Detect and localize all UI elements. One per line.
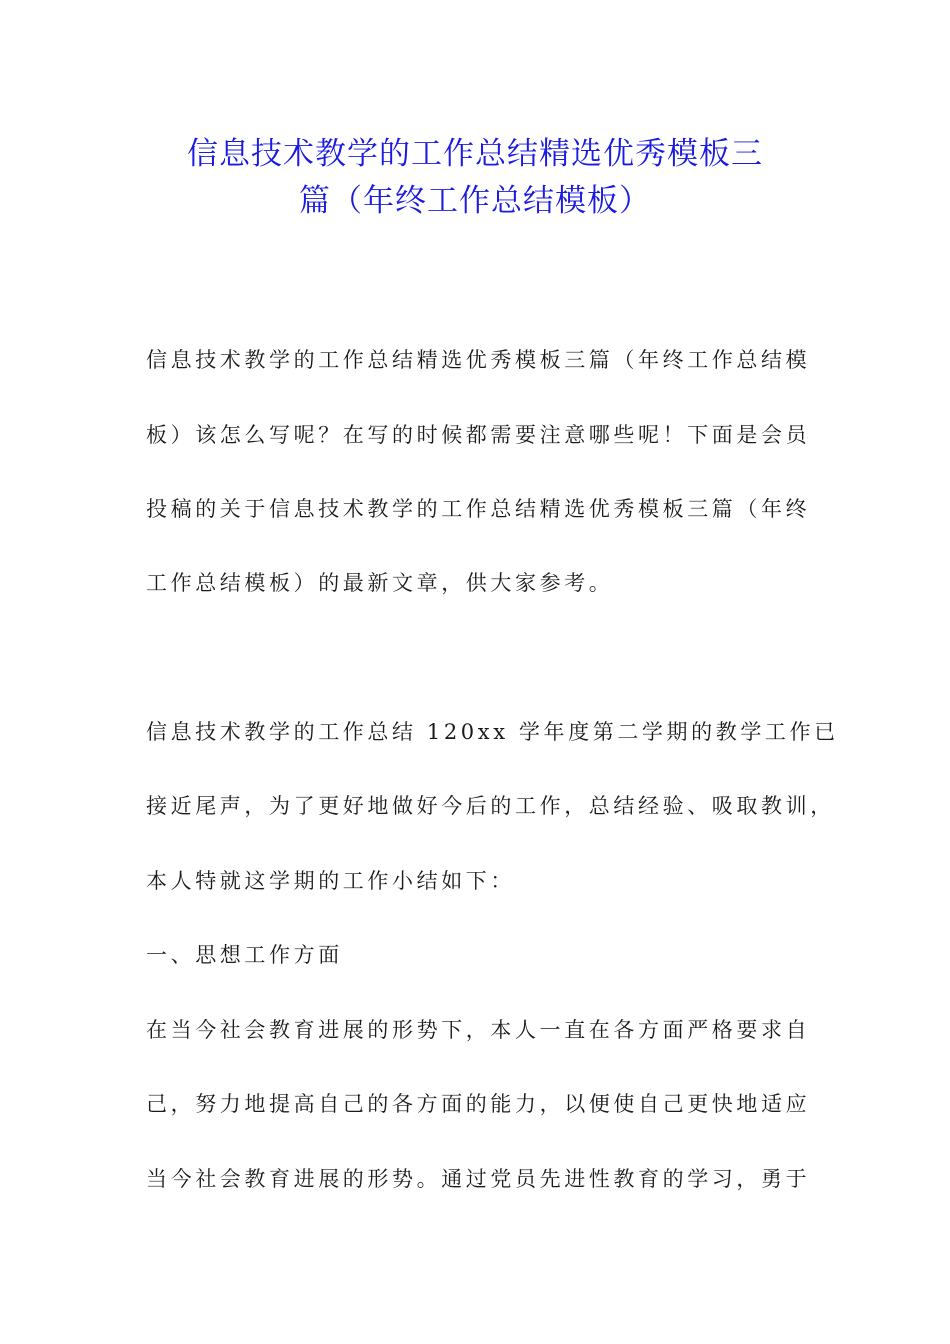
section1-line-2: 接近尾声，为了更好地做好今后的工作，总结经验、吸取教训， [146, 794, 835, 818]
document-title-line-1: 信息技术教学的工作总结精选优秀模板三 [187, 136, 763, 172]
intro-line-3: 投稿的关于信息技术教学的工作总结精选优秀模板三篇（年终 [146, 497, 811, 521]
document-title-line-2: 篇（年终工作总结模板） [299, 183, 651, 219]
intro-line-4: 工作总结模板）的最新文章，供大家参考。 [146, 571, 614, 595]
section2-line-2: 己，努力地提高自己的各方面的能力，以便使自己更快地适应 [146, 1092, 811, 1116]
section2-line-3: 当今社会教育进展的形势。通过党员先进性教育的学习，勇于 [146, 1167, 811, 1191]
intro-line-2: 板）该怎么写呢？在写的时候都需要注意哪些呢！下面是会员 [146, 423, 811, 447]
intro-line-1: 信息技术教学的工作总结精选优秀模板三篇（年终工作总结模 [146, 348, 811, 372]
section-heading: 一、思想工作方面 [146, 943, 343, 967]
section1-line-1: 信息技术教学的工作总结 120xx 学年度第二学期的教学工作已 [146, 720, 839, 744]
section1-line-3: 本人特就这学期的工作小结如下： [146, 869, 515, 893]
section2-line-1: 在当今社会教育进展的形势下，本人一直在各方面严格要求自 [146, 1018, 811, 1042]
